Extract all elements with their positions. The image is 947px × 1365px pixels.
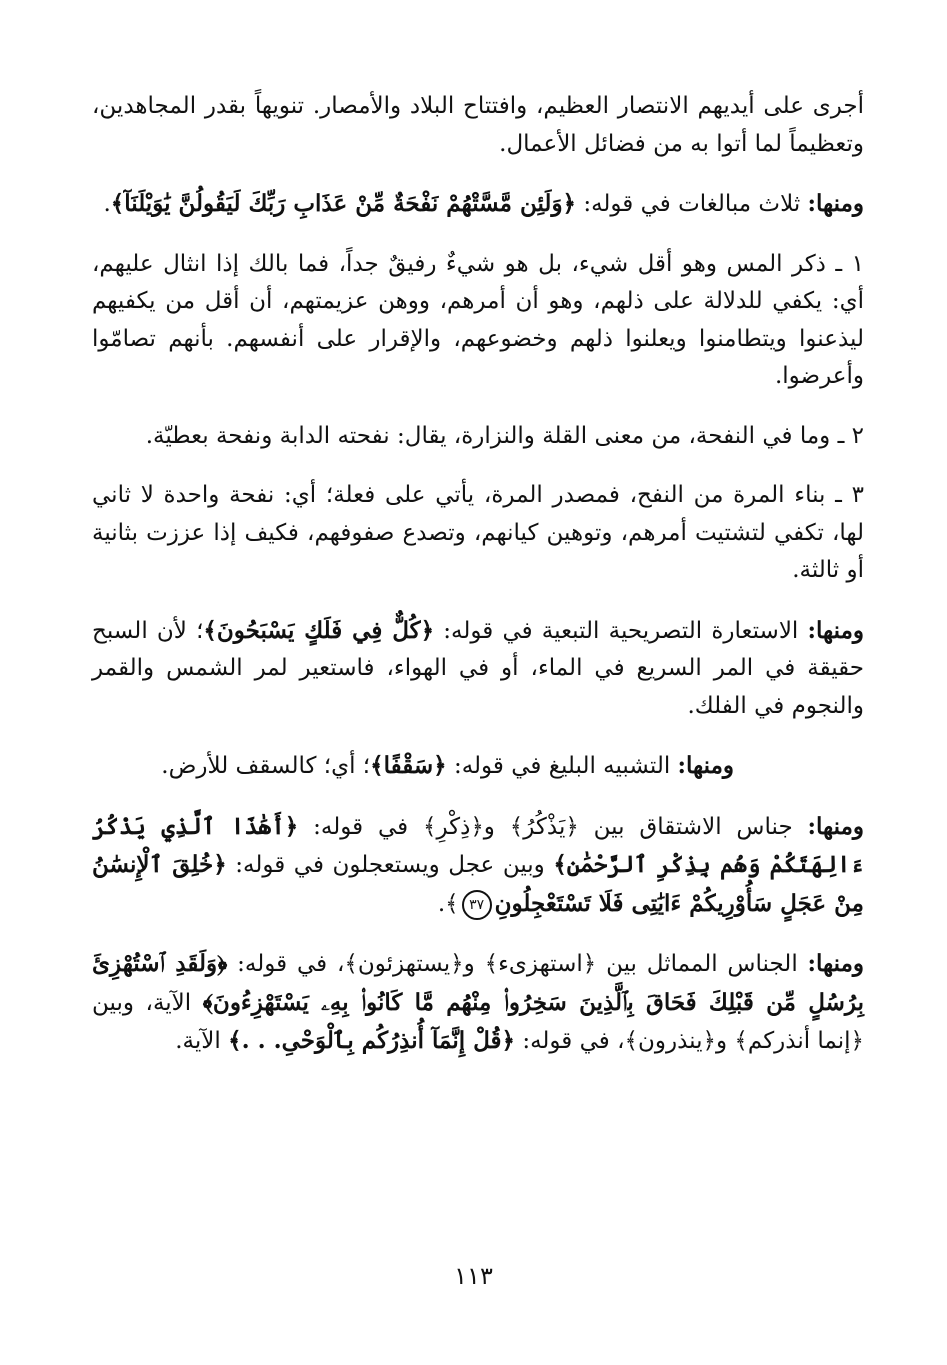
paragraph-lead: ومنها: xyxy=(807,616,864,644)
ayah-number-marker: ٣٧ xyxy=(462,890,492,920)
quran-verse-2: ﴿خُلِقَ ٱلْإِنسَٰنُ مِنْ عَجَلٍ سَأُوْرِيكُمْ ءَايَٰتِى فَلَا تَسْتَعْجِلُونِ xyxy=(92,851,864,917)
paragraph-simile xyxy=(92,747,864,786)
paragraph-text: الجناس المماثل بين ﴿استهزىء﴾ و﴿يستهزئون﴾، في قوله: xyxy=(227,951,808,977)
paragraph-point-1 xyxy=(92,246,864,396)
paragraph-text: الآية، وبين ﴿إنما أنذركم﴾ و﴿ينذرون﴾، في قوله: xyxy=(92,989,864,1054)
paragraph-lead: ومنها: xyxy=(677,752,734,779)
paragraph-text: ؛ لأن السبح حقيقة في المر السريع في الماء، أو في الهواء، فاستعير لمر الشمس والقمر والنجوم في الفلك. xyxy=(92,617,864,719)
paragraph-lead: ومنها: xyxy=(807,950,865,977)
page-body xyxy=(92,88,864,1083)
paragraph-similar-pun xyxy=(92,945,864,1061)
paragraph-text: ؛ أي؛ كالسقف للأرض. xyxy=(161,753,371,779)
paragraph-lead: ومنها: xyxy=(807,190,864,217)
quran-verse: ﴿سَقْفًا﴾ xyxy=(370,752,447,779)
paragraph-point-3 xyxy=(92,477,864,590)
paragraph-point-2 xyxy=(92,418,864,456)
quran-verse: ﴿وَلَئِن مَّسَّتْهُمْ نَفْحَةٌ مِّنْ عَذَابِ رَبِّكَ لَيَقُولُنَّ يَٰوَيْلَنَآ﴾ xyxy=(110,190,577,217)
paragraph-text: ثلاث مبالغات في قوله: xyxy=(576,191,808,217)
paragraph-text: . xyxy=(103,191,111,217)
quran-verse: ﴿وَلَقَدِ ٱسْتُهْزِئَ بِرُسُلٍ مِّن قَبْلِكَ فَحَاقَ بِٱلَّذِينَ سَخِرُوا۟ مِنْهُم مَّا كَانُوا۟ بِهِۦ يَسْتَهْزِءُونَ﴾ xyxy=(92,950,864,1016)
quran-verse-2: ﴿قُلْ إِنَّمَآ أُنذِرُكُم بِٱلْوَحْىِ. . .﴾ xyxy=(228,1027,516,1054)
paragraph-intro xyxy=(92,88,864,163)
quran-verse: ﴿أَهَٰذَا ٱلَّذِي يَذْكُرُ ءَالِهَتَكُمْ وَهُم بِذِكْرِ ٱلرَّحْمَٰنِ﴾ xyxy=(92,812,864,878)
paragraph-three-exaggerations xyxy=(92,185,864,224)
paragraph-metaphor xyxy=(92,612,864,726)
paragraph-text: ﴾. xyxy=(437,890,459,917)
paragraph-text: أجرى على أيديهم الانتصار العظيم، وافتتاح البلاد والأمصار. تنويهاً بقدر المجاهدين، وتعظيماً لما أتوا به من فضائل الأعمال. xyxy=(92,93,864,157)
paragraph-text: جناس الاشتقاق بين ﴿يَذْكُرُ﴾ و﴿ذِكْرِ﴾ في قوله: xyxy=(298,813,808,840)
paragraph-lead: ومنها: xyxy=(807,812,864,840)
paragraph-text: وبين عجل ويستعجلون في قوله: xyxy=(226,852,554,878)
paragraph-text: الآية. xyxy=(175,1028,229,1054)
paragraph-text: ٢ ـ وما في النفحة، من معنى القلة والنزارة، يقال: نفحته الدابة ونفحة بعطيّة. xyxy=(145,422,864,449)
page-number: ١١٣ xyxy=(454,1262,493,1290)
paragraph-text: الاستعارة التصريحية التبعية في قوله: xyxy=(434,617,808,644)
quran-verse: ﴿كُلٌّ فِي فَلَكٍ يَسْبَحُونَ﴾ xyxy=(203,616,435,644)
paragraph-text: ٣ ـ بناء المرة من النفح، فمصدر المرة، يأتي على فعلة؛ أي: نفحة واحدة لا ثاني لها، تكفي لتشتيت أمرهم، وتوهين كيانهم، وتصدع صفوفهم، فكيف إذا عززت بثانية أو ثالثة. xyxy=(92,482,864,583)
paragraph-text: ١ ـ ذكر المس وهو أقل شيء، بل هو شيءٌ رفيقٌ جداً، فما بالك إذا انثال عليهم، أي: يكفي للدلالة على ذلهم، وهو أن أمرهم، ووهن عزيمتهم، أن أقل من يكفيهم ليذعنوا ويتطامنوا ويعلنوا ذلهم وخضوعهم، والإقرار على أنفسهم. بأنهم تصامّوا وأعرضوا. xyxy=(92,250,864,389)
paragraph-text: التشبيه البليغ في قوله: xyxy=(446,753,678,779)
paragraph-derivation-pun xyxy=(92,808,864,924)
